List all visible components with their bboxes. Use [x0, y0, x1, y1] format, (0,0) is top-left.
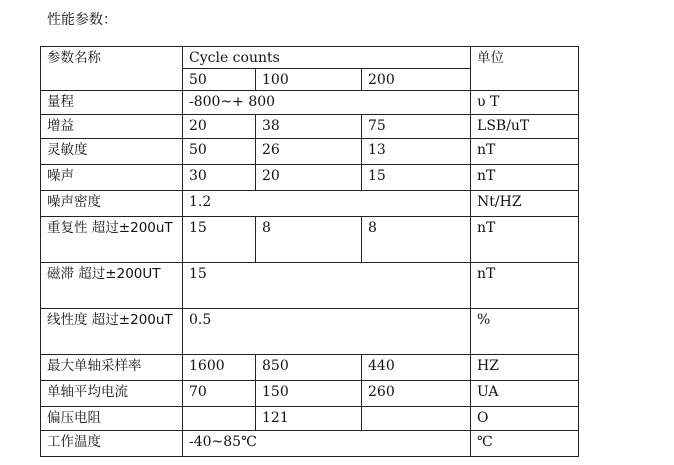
row-label-text: 重复性 超过±200uT [47, 220, 173, 236]
value-cell: 440 [362, 355, 471, 381]
row-label: 偏压电阻 [41, 407, 183, 431]
value-cell [362, 407, 471, 431]
unit-cell: O [471, 407, 579, 431]
value-cell: 70 [183, 381, 256, 407]
unit-cell: Nt/HZ [471, 191, 579, 217]
merged-value: 1.2 [183, 191, 471, 217]
value-cell: 20 [183, 115, 256, 139]
value-cell: 50 [183, 139, 256, 165]
row-label: 最大单轴采样率 [41, 355, 183, 381]
table-row [41, 91, 579, 115]
table-row [41, 407, 579, 431]
table-row [41, 355, 579, 381]
unit-cell: HZ [471, 355, 579, 381]
unit-cell: υ T [471, 91, 579, 115]
cycle-200: 200 [362, 69, 471, 91]
table-row [41, 381, 579, 407]
value-cell: 38 [256, 115, 362, 139]
unit-cell: ℃ [471, 431, 579, 457]
row-label [41, 263, 183, 309]
table-row [41, 217, 579, 263]
cycle-100: 100 [256, 69, 362, 91]
row-label: 单轴平均电流 [41, 381, 183, 407]
header-row [41, 47, 579, 69]
unit-cell: nT [471, 263, 579, 309]
unit-cell: % [471, 309, 579, 355]
table-row [41, 191, 579, 217]
merged-value: -800~+ 800 [183, 91, 471, 115]
value-cell: 260 [362, 381, 471, 407]
row-label: 灵敏度 [41, 139, 183, 165]
value-cell: 13 [362, 139, 471, 165]
row-label-text: 磁滞 超过±200UT [47, 266, 161, 282]
value-cell: 8 [256, 217, 362, 263]
performance-table [40, 46, 579, 457]
value-cell: 30 [183, 165, 256, 191]
row-label [41, 309, 183, 355]
row-label-text: 线性度 超过±200uT [47, 312, 173, 328]
value-cell: 1600 [183, 355, 256, 381]
table-row [41, 431, 579, 457]
table-row [41, 115, 579, 139]
table-row [41, 165, 579, 191]
value-cell: 75 [362, 115, 471, 139]
unit-header: 单位 [471, 47, 579, 91]
row-label: 工作温度 [41, 431, 183, 457]
unit-cell: LSB/uT [471, 115, 579, 139]
table-row [41, 309, 579, 355]
value-cell: 20 [256, 165, 362, 191]
unit-cell: nT [471, 139, 579, 165]
merged-value: 0.5 [183, 309, 471, 355]
table-row [41, 263, 579, 309]
row-label: 量程 [41, 91, 183, 115]
value-cell: 121 [256, 407, 362, 431]
value-cell: 850 [256, 355, 362, 381]
row-label [41, 217, 183, 263]
section-heading: 性能参数： [47, 12, 117, 28]
value-cell: 150 [256, 381, 362, 407]
row-label: 增益 [41, 115, 183, 139]
cycle-counts-header: Cycle counts [183, 47, 471, 69]
row-label: 噪声密度 [41, 191, 183, 217]
value-cell: 8 [362, 217, 471, 263]
value-cell: 15 [362, 165, 471, 191]
cycle-50: 50 [183, 69, 256, 91]
table-row [41, 139, 579, 165]
merged-value: -40~85℃ [183, 431, 471, 457]
merged-value: 15 [183, 263, 471, 309]
unit-cell: nT [471, 217, 579, 263]
unit-cell: UA [471, 381, 579, 407]
value-cell: 26 [256, 139, 362, 165]
unit-cell: nT [471, 165, 579, 191]
value-cell: 15 [183, 217, 256, 263]
value-cell [183, 407, 256, 431]
param-name-header: 参数名称 [41, 47, 183, 91]
row-label: 噪声 [41, 165, 183, 191]
